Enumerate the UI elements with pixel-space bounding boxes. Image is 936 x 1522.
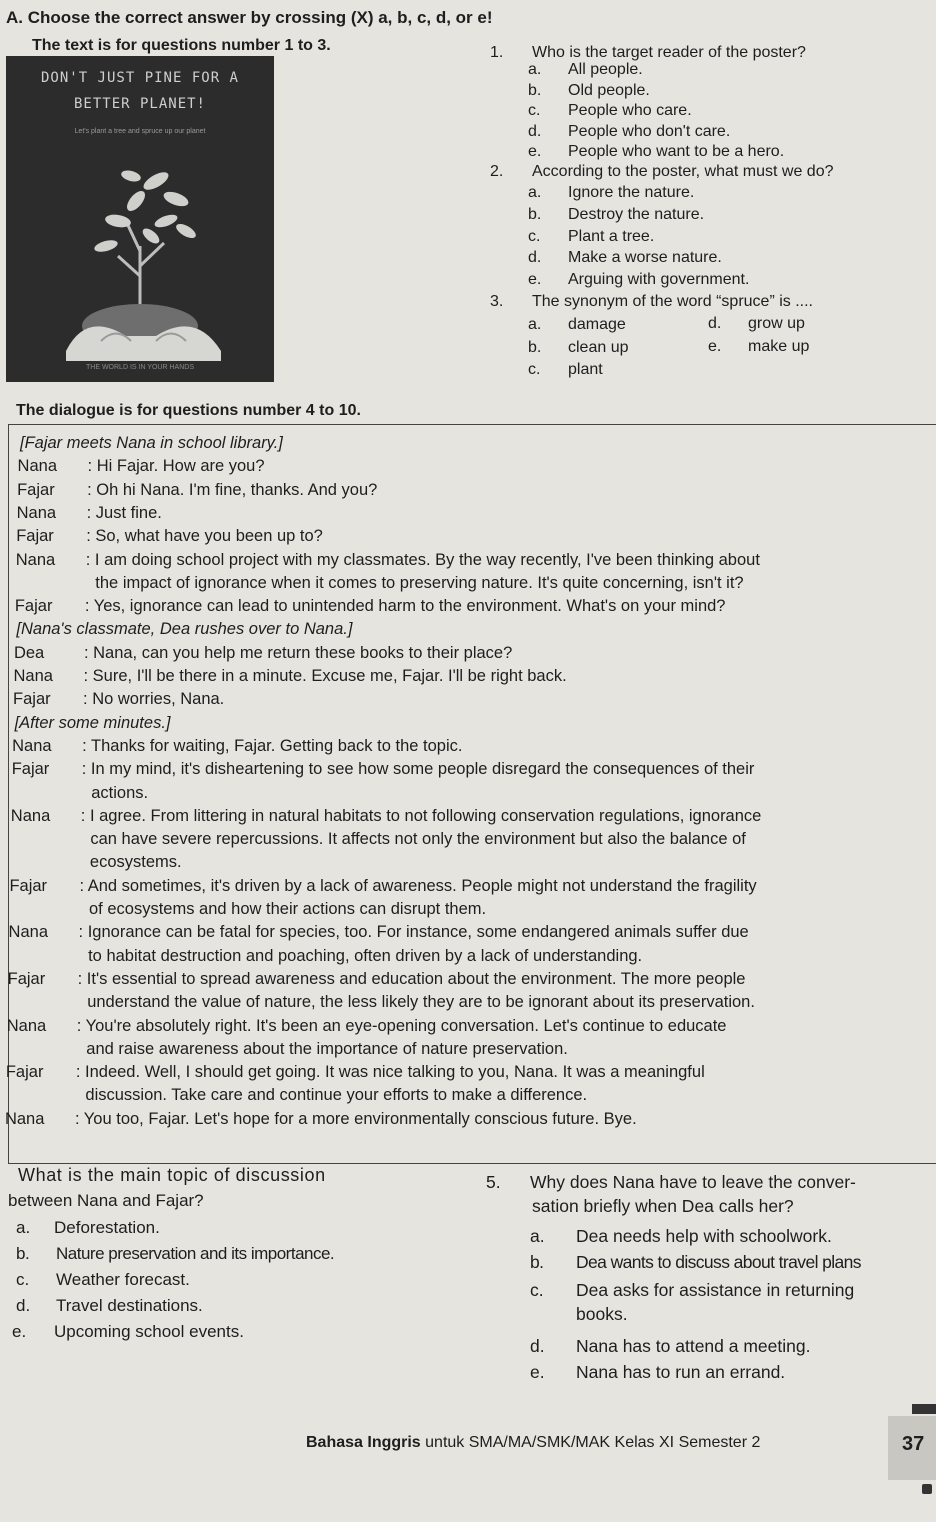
utterance: : In my mind, it's disheartening to see how some people disregard the consequences of their xyxy=(81,760,755,779)
option-3b[interactable]: b. clean up xyxy=(528,339,629,356)
option-4a[interactable]: a. Deforestation. xyxy=(16,1218,160,1237)
option-5b[interactable]: b. Dea wants to discuss about travel plans xyxy=(530,1252,861,1272)
question-text: Who is the target reader of the poster? xyxy=(532,44,806,61)
utterance: : And sometimes, it's driven by a lack of awareness. People might not understand the fragility xyxy=(79,876,757,895)
speaker-name: Fajar xyxy=(14,597,53,616)
speaker-name: Nana xyxy=(6,1016,47,1035)
dialogue-intro: The dialogue is for questions number 4 to 10. xyxy=(16,402,361,419)
book-title-rest: untuk SMA/MA/SMK/MAK Kelas XI Semester 2 xyxy=(420,1434,761,1451)
option-1d[interactable]: d. People who don't care. xyxy=(528,123,731,140)
instruction: A. Choose the correct answer by crossing (X) a, b, c, d, or e! xyxy=(6,8,493,27)
utterance-continued: discussion. Take care and continue your efforts to make a difference. xyxy=(85,1086,588,1105)
utterance: : Nana, can you help me return these books to their place? xyxy=(83,643,513,662)
utterance: : Thanks for waiting, Fajar. Getting back to the topic. xyxy=(82,736,463,755)
poster-image xyxy=(6,56,274,382)
speaker-name: Fajar xyxy=(11,760,50,779)
utterance-continued: ecosystems. xyxy=(89,853,182,872)
speaker-name: Nana xyxy=(13,667,53,685)
question-4-text-line2: between Nana and Fajar? xyxy=(8,1191,204,1210)
speaker-name: Nana xyxy=(16,503,57,522)
question-2 xyxy=(490,161,930,286)
utterance-continued: to habitat destruction and poaching, often driven by a lack of understanding. xyxy=(88,946,643,965)
question-5-text-line2: sation briefly when Dea calls her? xyxy=(532,1196,794,1216)
question-number: 2. xyxy=(490,163,504,180)
corner-mark xyxy=(922,1484,932,1494)
question-number: 5. xyxy=(486,1172,501,1192)
utterance-continued: the impact of ignorance when it comes to preserving nature. It's quite concerning, isn't it? xyxy=(95,573,744,592)
utterance: : You're absolutely right. It's been an eye-opening conversation. Let's continue to educate xyxy=(76,1016,727,1035)
speaker-name: Nana xyxy=(12,736,52,755)
page-number: 37 xyxy=(902,1433,925,1455)
option-2a[interactable]: a. Ignore the nature. xyxy=(528,184,695,201)
speaker-name: Fajar xyxy=(17,480,55,499)
option-2e[interactable]: e. Arguing with government. xyxy=(528,271,750,288)
question-5-text-line1: Why does Nana have to leave the conver- xyxy=(530,1172,856,1192)
option-1e[interactable]: e. People who want to be a hero. xyxy=(528,143,785,160)
speaker-name: Nana xyxy=(15,550,56,569)
option-1c[interactable]: c. People who care. xyxy=(528,102,692,119)
option-2d[interactable]: d. Make a worse nature. xyxy=(528,249,722,266)
speaker-name: Fajar xyxy=(5,1063,44,1082)
speaker-name: Nana xyxy=(10,806,51,825)
question-4-text-line1: What is the main topic of discussion xyxy=(18,1165,326,1185)
edge-mark xyxy=(912,1404,936,1414)
poster-footer: THE WORLD IS IN YOUR HANDS xyxy=(86,364,194,371)
utterance: : You too, Fajar. Let's hope for a more environmentally conscious future. Bye. xyxy=(74,1109,637,1128)
book-title-bold: Bahasa Inggris xyxy=(306,1434,421,1451)
question-5 xyxy=(486,1172,936,1397)
question-4 xyxy=(8,1165,478,1355)
utterance: : Just fine. xyxy=(86,503,162,522)
poster-title-line2: BETTER PLANET! xyxy=(73,96,206,112)
option-4b[interactable]: b. Nature preservation and its importance. xyxy=(16,1244,335,1263)
stage-direction: [Nana's classmate, Dea rushes over to Nana.] xyxy=(16,620,353,639)
option-4c[interactable]: c. Weather forecast. xyxy=(16,1270,190,1289)
option-5c-continued: books. xyxy=(576,1304,628,1324)
option-3c[interactable]: c. plant xyxy=(528,361,603,378)
utterance-continued: and raise awareness about the importance of nature preservation. xyxy=(86,1039,568,1058)
utterance: : Sure, I'll be there in a minute. Excuse me, Fajar. I'll be right back. xyxy=(83,667,567,685)
utterance-continued: understand the value of nature, the less likely they are to be ignorant about its preservation. xyxy=(87,993,755,1012)
poster-tagline: Let's plant a tree and spruce up our planet xyxy=(74,128,206,135)
speaker-name: Nana xyxy=(17,457,57,476)
page-footer xyxy=(306,1434,760,1452)
speaker-name: Nana xyxy=(4,1109,45,1128)
question-text: According to the poster, what must we do? xyxy=(532,163,834,180)
poster-title-line1: DON'T JUST PINE FOR A xyxy=(40,70,239,86)
utterance: : So, what have you been up to? xyxy=(86,527,323,546)
stage-direction: [Fajar meets Nana in school library.] xyxy=(20,434,283,452)
option-5e[interactable]: e. Nana has to run an errand. xyxy=(530,1362,786,1382)
speaker-name: Fajar xyxy=(7,969,46,988)
option-4d[interactable]: d. Travel destinations. xyxy=(16,1296,203,1315)
question-1 xyxy=(490,42,930,162)
utterance-continued: can have severe repercussions. It affects not only the environment but also the balance of xyxy=(90,830,746,849)
utterance: : Yes, ignorance can lead to unintended harm to the environment. What's on your mind? xyxy=(84,597,726,616)
option-5d[interactable]: d. Nana has to attend a meeting. xyxy=(530,1336,811,1356)
text-intro: The text is for questions number 1 to 3. xyxy=(32,37,331,54)
speaker-name: Dea xyxy=(13,643,45,662)
option-1a[interactable]: a. All people. xyxy=(528,61,643,78)
speaker-name: Nana xyxy=(8,923,48,942)
utterance-continued: of ecosystems and how their actions can disrupt them. xyxy=(89,900,487,918)
utterance: : I agree. From littering in natural habitats to not following conservation regulations, ignorance xyxy=(80,806,762,825)
option-1b[interactable]: b. Old people. xyxy=(528,82,650,99)
speaker-name: Fajar xyxy=(13,690,51,709)
option-4e[interactable]: e. Upcoming school events. xyxy=(12,1322,244,1341)
hands-with-tree-icon xyxy=(6,151,274,361)
utterance: : Hi Fajar. How are you? xyxy=(87,457,265,476)
utterance: : It's essential to spread awareness and education about the environment. The more people xyxy=(77,969,746,988)
option-5c[interactable]: c. Dea asks for assistance in returning xyxy=(530,1280,855,1300)
option-3a[interactable]: a. damage xyxy=(528,316,626,333)
question-3 xyxy=(490,291,930,386)
option-3e[interactable]: e. make up xyxy=(708,338,810,355)
utterance: : Ignorance can be fatal for species, too. For instance, some endangered animals suffer due xyxy=(78,923,749,942)
utterance: : Indeed. Well, I should get going. It was nice talking to you, Nana. It was a meaningful xyxy=(75,1063,705,1082)
option-2b[interactable]: b. Destroy the nature. xyxy=(528,206,705,223)
speaker-name: Fajar xyxy=(16,527,54,546)
option-3d[interactable]: d. grow up xyxy=(708,315,805,332)
option-2c[interactable]: c. Plant a tree. xyxy=(528,228,655,245)
utterance-continued: actions. xyxy=(91,783,149,802)
utterance: : I am doing school project with my classmates. By the way recently, I've been thinking about xyxy=(85,550,760,569)
utterance: : Oh hi Nana. I'm fine, thanks. And you? xyxy=(87,480,378,499)
question-number: 1. xyxy=(490,44,504,61)
question-text: The synonym of the word “spruce” is .... xyxy=(532,293,813,310)
utterance: : No worries, Nana. xyxy=(83,690,225,709)
speaker-name: Fajar xyxy=(9,876,48,895)
stage-direction: [After some minutes.] xyxy=(14,713,171,732)
option-5a[interactable]: a. Dea needs help with schoolwork. xyxy=(530,1226,832,1246)
question-number: 3. xyxy=(490,293,504,310)
